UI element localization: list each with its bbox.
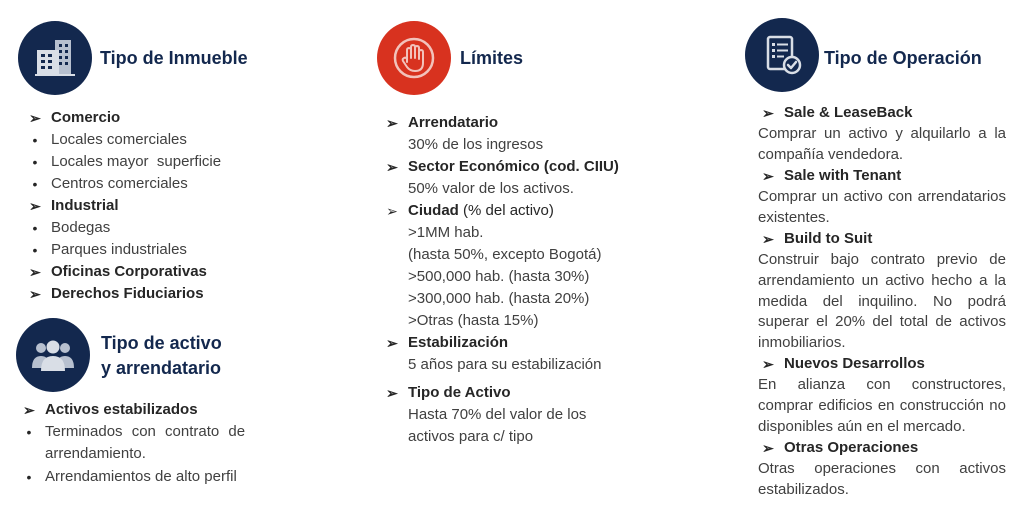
activo-bullet-1-line1: Terminados con contrato de — [45, 423, 246, 440]
arrow-bullet-icon: ➢ — [762, 168, 774, 185]
limite-line: >300,000 hab. (hasta 20%) — [408, 290, 590, 307]
limite-heading: ➢ Estabilización — [408, 332, 619, 354]
arrow-bullet-icon: ➢ — [386, 159, 398, 175]
operacion-text: Otras operaciones con activos estabilizados. — [758, 460, 1006, 498]
list-item: • Locales mayor superficie — [51, 151, 221, 173]
limite-heading: ➢ Ciudad (% del activo) — [408, 200, 619, 222]
list-item: • Bodegas — [51, 217, 221, 239]
operacion-item-build-to-suit — [758, 228, 1006, 353]
operacion-text: Comprar un activo con arrendatarios existentes. — [758, 188, 1006, 226]
list-item: ➢ Comercio — [51, 107, 221, 129]
arrow-bullet-icon: ➢ — [29, 110, 41, 126]
limite-tipo-activo — [386, 382, 619, 448]
operacion-heading: ➢ Sale & LeaseBack — [758, 102, 1006, 124]
operacion-item-otras — [758, 437, 1006, 500]
arrow-bullet-icon: ➢ — [762, 356, 774, 373]
limite-heading: ➢ Arrendatario — [408, 112, 619, 134]
dot-bullet-icon: • — [32, 154, 38, 170]
activo-heading: ➢ Activos estabilizados — [45, 399, 267, 421]
operacion-icon-circle — [745, 18, 819, 92]
limite-line: activos para c/ tipo — [408, 428, 534, 445]
limite-line: >500,000 hab. (hasta 30%) — [408, 268, 590, 285]
list-item: • Centros comerciales — [51, 173, 221, 195]
stop-hand-icon — [392, 36, 436, 80]
dot-bullet-icon: • — [32, 132, 38, 148]
operacion-title: Tipo de Operación — [824, 48, 982, 68]
operacion-heading: ➢ Nuevos Desarrollos — [758, 353, 1006, 375]
limite-heading: ➢ Sector Económico (cod. CIIU) — [408, 156, 619, 178]
activo-list — [23, 399, 267, 488]
activo-bullet-1-line2: arrendamiento. — [45, 445, 146, 462]
limite-line: >Otras (hasta 15%) — [408, 312, 539, 329]
dot-bullet-icon: • — [26, 424, 32, 440]
limite-line: Hasta 70% del valor de los — [408, 406, 587, 423]
arrow-bullet-icon: ➢ — [762, 440, 774, 457]
arrow-bullet-icon: ➢ — [29, 198, 41, 214]
limite-line: >1MM hab. — [408, 224, 484, 241]
activo-title-line2: y arrendatario — [101, 358, 222, 378]
limite-sector — [386, 156, 619, 200]
limites-title: Límites — [460, 48, 524, 68]
limite-line: 30% de los ingresos — [408, 136, 544, 153]
operacion-item-nuevos-desarrollos — [758, 353, 1006, 437]
limite-arrendatario — [386, 112, 619, 156]
arrow-bullet-icon: ➢ — [386, 203, 398, 219]
limite-line: (hasta 50%, excepto Bogotá) — [408, 246, 602, 263]
people-group-icon — [29, 338, 77, 372]
arrow-bullet-icon: ➢ — [386, 115, 398, 131]
arrow-bullet-icon: ➢ — [762, 231, 774, 248]
operacion-list — [758, 102, 1006, 500]
limites-icon-circle — [377, 21, 451, 95]
limite-line: 5 años para su estabilización — [408, 356, 602, 373]
operacion-heading: ➢ Sale with Tenant — [758, 165, 1006, 187]
limites-list — [386, 112, 619, 448]
arrow-bullet-icon: ➢ — [29, 286, 41, 302]
inmueble-list — [29, 107, 222, 305]
dot-bullet-icon: • — [32, 220, 38, 236]
operacion-text: Construir bajo contrato previo de arrendamiento un activo hecho a la medida del inquilino. No podrá superar el 20% del total de activos inmobiliarios. — [758, 251, 1006, 351]
arrow-bullet-icon: ➢ — [23, 402, 35, 418]
activo-title — [101, 331, 222, 381]
activo-title-line1: Tipo de activo — [101, 333, 222, 353]
activo-icon-circle — [16, 318, 90, 392]
list-item: ➢ Derechos Fiduciarios — [51, 283, 221, 305]
operacion-text: En alianza con constructores, comprar edificios en construcción no disponibles aún en el mercado. — [758, 376, 1006, 435]
operacion-item-sale-leaseback — [758, 102, 1006, 165]
activo-bullet-2: • Arrendamientos de alto perfil — [45, 466, 267, 488]
checked-document-icon — [760, 33, 804, 77]
limite-line: 50% valor de los activos. — [408, 180, 574, 197]
arrow-bullet-icon: ➢ — [386, 385, 398, 401]
arrow-bullet-icon: ➢ — [762, 105, 774, 121]
inmueble-icon-circle — [18, 21, 92, 95]
arrow-bullet-icon: ➢ — [29, 264, 41, 280]
list-item: • Locales comerciales — [51, 129, 221, 151]
dot-bullet-icon: • — [32, 176, 38, 192]
limite-estabilizacion — [386, 332, 619, 376]
limite-ciudad — [386, 200, 619, 332]
inmueble-title: Tipo de Inmueble — [100, 48, 248, 68]
buildings-icon — [33, 38, 77, 78]
list-item: ➢ Oficinas Corporativas — [51, 261, 221, 283]
operacion-heading: ➢ Build to Suit — [758, 228, 1006, 250]
activo-bullet-1 — [26, 421, 267, 465]
operacion-item-sale-tenant — [758, 165, 1006, 228]
dot-bullet-icon: • — [26, 469, 32, 485]
dot-bullet-icon: • — [32, 242, 38, 258]
list-item: ➢ Industrial — [51, 195, 221, 217]
limite-heading: ➢ Tipo de Activo — [408, 382, 619, 404]
arrow-bullet-icon: ➢ — [386, 335, 398, 351]
operacion-heading: ➢ Otras Operaciones — [758, 437, 1006, 459]
list-item: • Parques industriales — [51, 239, 221, 261]
operacion-text: Comprar un activo y alquilarlo a la compañía vendedora. — [758, 125, 1006, 163]
